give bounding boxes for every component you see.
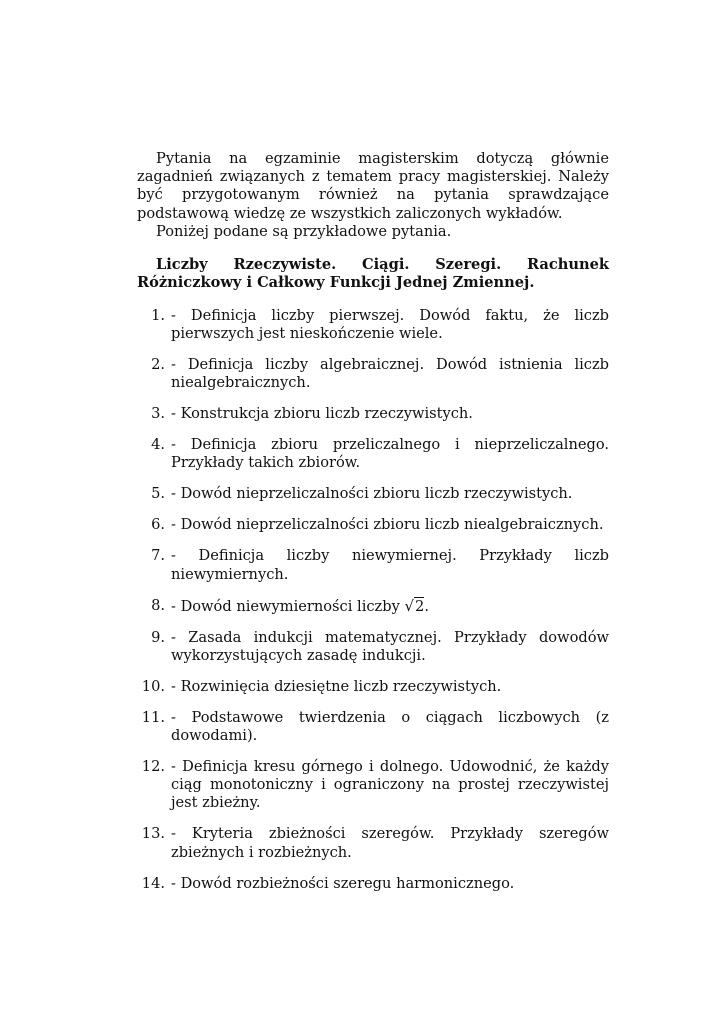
item-text: - Dowód rozbieżności szeregu harmonicznego. [171,874,515,892]
item-text: - Rozwinięcia dziesiętne liczb rzeczywistych. [171,677,502,695]
item-number: 12. [141,758,165,776]
intro-note: Poniżej podane są przykładowe pytania. [156,222,452,240]
list-item [137,485,609,503]
item-number: 8. [151,596,165,614]
item-text: - Podstawowe twierdzenia o ciągach liczbowych (z dowodami). [171,708,609,745]
question-list [137,307,609,893]
item-text: - Kryteria zbieżności szeregów. Przykłady szeregów zbieżnych i rozbieżnych. [171,825,609,861]
item-number: 13. [141,825,165,843]
item-number: 10. [141,677,165,695]
list-item [137,709,609,745]
list-item [137,678,609,696]
list-item [137,597,609,616]
section-heading: Liczby Rzeczywiste. Ciągi. Szeregi. Rachunek Różniczkowy i Całkowy Funkcji Jednej Zmiennej. [137,256,609,292]
item-number: 2. [151,356,165,374]
list-item [137,547,609,583]
item-text: - Konstrukcja zbioru liczb rzeczywistych. [171,405,473,423]
item-number: 11. [141,708,165,726]
intro-paragraph: Pytania na egzaminie magisterskim dotyczą głównie zagadnień związanych z tematem pracy magisterskiej. Należy być przygotowanym również na pytania sprawdzające podstawową wiedzę ze wszystkich zaliczonych wykładów. [137,150,609,222]
list-item [137,356,609,392]
list-item [137,825,609,861]
item-number: 3. [151,405,165,423]
item-number: 4. [151,436,165,454]
item-text: - Definicja liczby pierwszej. Dowód faktu, że liczb pierwszych jest nieskończenie wiele. [171,306,609,343]
item-text: - Dowód niewymierności liczby [171,597,400,615]
radical-sign: √ [404,596,415,615]
item-text: - Zasada indukcji matematycznej. Przykłady dowodów wykorzystujących zasadę indukcji. [171,628,609,664]
list-item [137,516,609,534]
item-text: - Definicja zbioru przeliczalnego i nieprzeliczalnego. Przykłady takich zbiorów. [171,436,609,472]
list-item [137,629,609,665]
list-item [137,436,609,472]
document-page [137,150,609,906]
list-item [137,405,609,423]
list-item [137,307,609,343]
item-number: 5. [151,485,165,503]
item-text: - Dowód nieprzeliczalności zbioru liczb niealgebraicznych. [171,516,604,534]
item-number: 9. [151,628,165,646]
item-text: - Definicja kresu górnego i dolnego. Udowodnić, że każdy ciąg monotoniczny i ograniczony na prostej rzeczywistej jest zbieżny. [171,758,609,812]
radicand: 2 [415,597,425,615]
item-number: 7. [151,547,165,565]
item-text: - Dowód nieprzeliczalności zbioru liczb rzeczywistych. [171,485,573,503]
square-root-expression [404,598,424,615]
item-number: 6. [151,516,165,534]
item-suffix: . [424,597,429,615]
item-number: 1. [151,306,165,324]
item-number: 14. [141,874,165,892]
list-item [137,875,609,893]
item-text: - Definicja liczby niewymiernej. Przykłady liczb niewymiernych. [171,547,609,583]
list-item [137,758,609,813]
item-text: - Definicja liczby algebraicznej. Dowód istnienia liczb niealgebraicznych. [171,356,609,392]
